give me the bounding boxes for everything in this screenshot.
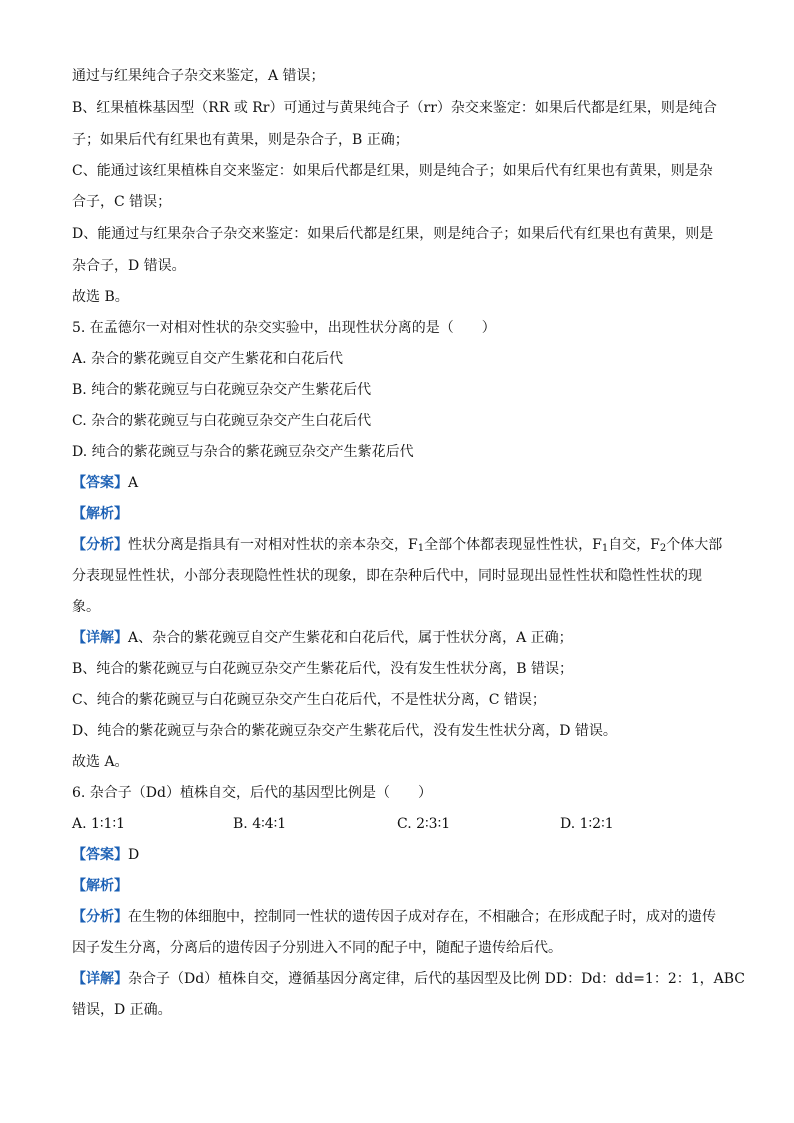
detail-text: A、杂合的紫花豌豆自交产生紫花和白花后代，属于性状分离，A 正确； (128, 630, 573, 646)
detail-line-1 (72, 969, 746, 989)
fenxi-line-2: 因子发生分离，分离后的遗传因子分别进入不同的配子中，随配子遗传给后代。 (72, 940, 562, 956)
text-line: B、红果植株基因型（RR 或 Rr）可通过与黄果纯合子（rr）杂交来鉴定：如果后代都是红果，则是纯合 (72, 100, 717, 116)
text-line: 故选 B。 (72, 289, 129, 305)
text-line: 子；如果后代有红果也有黄果，则是杂合子，B 正确； (72, 132, 409, 148)
question-5-option-a: A. 杂合的紫花豌豆自交产生紫花和白花后代 (72, 351, 344, 367)
fenxi-line-3: 象。 (72, 599, 100, 615)
analysis-heading (72, 876, 734, 896)
subscript: 1 (417, 543, 425, 554)
text-line: C、能通过该红果植株自交来鉴定：如果后代都是红果，则是纯合子；如果后代有红果也有黄果，则是杂 (72, 163, 713, 179)
text-line: 合子，C 错误； (72, 194, 172, 210)
fenxi-line-1 (72, 535, 734, 559)
detail-tag: 【详解】 (72, 971, 128, 987)
fenxi-line-1 (72, 907, 734, 927)
answer-value: A (128, 475, 139, 491)
detail-tag: 【详解】 (72, 630, 128, 646)
question-6-option-d: D. 1∶2∶1 (560, 816, 614, 832)
choose-line: 故选 A。 (72, 754, 129, 770)
fenxi-text: 个体大部 (666, 537, 723, 553)
question-6-option-a: A. 1∶1∶1 (72, 816, 126, 832)
detail-line-2: B、纯合的紫花豌豆与白花豌豆杂交产生紫花后代，没有发生性状分离，B 错误； (72, 661, 574, 677)
detail-line-1 (72, 628, 734, 648)
fenxi-text: 自交，F (608, 537, 660, 553)
detail-line-2: 错误，D 正确。 (72, 1002, 172, 1018)
answer-tag: 【答案】 (72, 475, 128, 491)
answer-line (72, 845, 734, 865)
analysis-tag: 【解析】 (72, 506, 128, 522)
question-5-stem: 5. 在孟德尔一对相对性状的杂交实验中，出现性状分离的是（ ） (72, 320, 496, 336)
text-line: 杂合子，D 错误。 (72, 258, 186, 274)
detail-text: 杂合子（Dd）植株自交，遵循基因分离定律，后代的基因型及比例 DD：Dd：dd=1：2：1，ABC (128, 971, 746, 987)
question-6-option-b: B. 4∶4∶1 (233, 816, 287, 832)
question-5-option-c: C. 杂合的紫花豌豆与白花豌豆杂交产生白花后代 (72, 413, 372, 429)
question-5-option-d: D. 纯合的紫花豌豆与杂合的紫花豌豆杂交产生紫花后代 (72, 444, 414, 460)
fenxi-text: 全部个体都表现显性性状，F (424, 537, 602, 553)
question-6-option-c: C. 2∶3∶1 (397, 816, 451, 832)
detail-line-4: D、纯合的紫花豌豆与杂合的紫花豌豆杂交产生紫花后代，没有发生性状分离，D 错误。 (72, 723, 617, 739)
subscript: 2 (659, 543, 667, 554)
question-6-stem: 6. 杂合子（Dd）植株自交，后代的基因型比例是（ ） (72, 785, 432, 801)
fenxi-line-2: 分表现显性性状，小部分表现隐性性状的现象，即在杂种后代中，同时显现出显性性状和隐性性状的现 (72, 568, 702, 584)
fenxi-tag: 【分析】 (72, 909, 128, 925)
fenxi-text: 性状分离是指具有一对相对性状的亲本杂交，F (128, 537, 418, 553)
analysis-heading (72, 504, 734, 524)
answer-value: D (128, 847, 140, 863)
fenxi-tag: 【分析】 (72, 537, 128, 553)
analysis-tag: 【解析】 (72, 878, 128, 894)
text-line: 通过与红果纯合子杂交来鉴定，A 错误； (72, 68, 325, 84)
detail-line-3: C、纯合的紫花豌豆与白花豌豆杂交产生白花后代，不是性状分离，C 错误； (72, 692, 546, 708)
answer-line (72, 473, 734, 493)
answer-tag: 【答案】 (72, 847, 128, 863)
fenxi-text: 在生物的体细胞中，控制同一性状的遗传因子成对存在，不相融合；在形成配子时，成对的遗传 (128, 909, 716, 925)
question-5-option-b: B. 纯合的紫花豌豆与白花豌豆杂交产生紫花后代 (72, 382, 372, 398)
text-line: D、能通过与红果杂合子杂交来鉴定：如果后代都是红果，则是纯合子；如果后代有红果也有黄果，则是 (72, 226, 714, 242)
subscript: 1 (601, 543, 609, 554)
